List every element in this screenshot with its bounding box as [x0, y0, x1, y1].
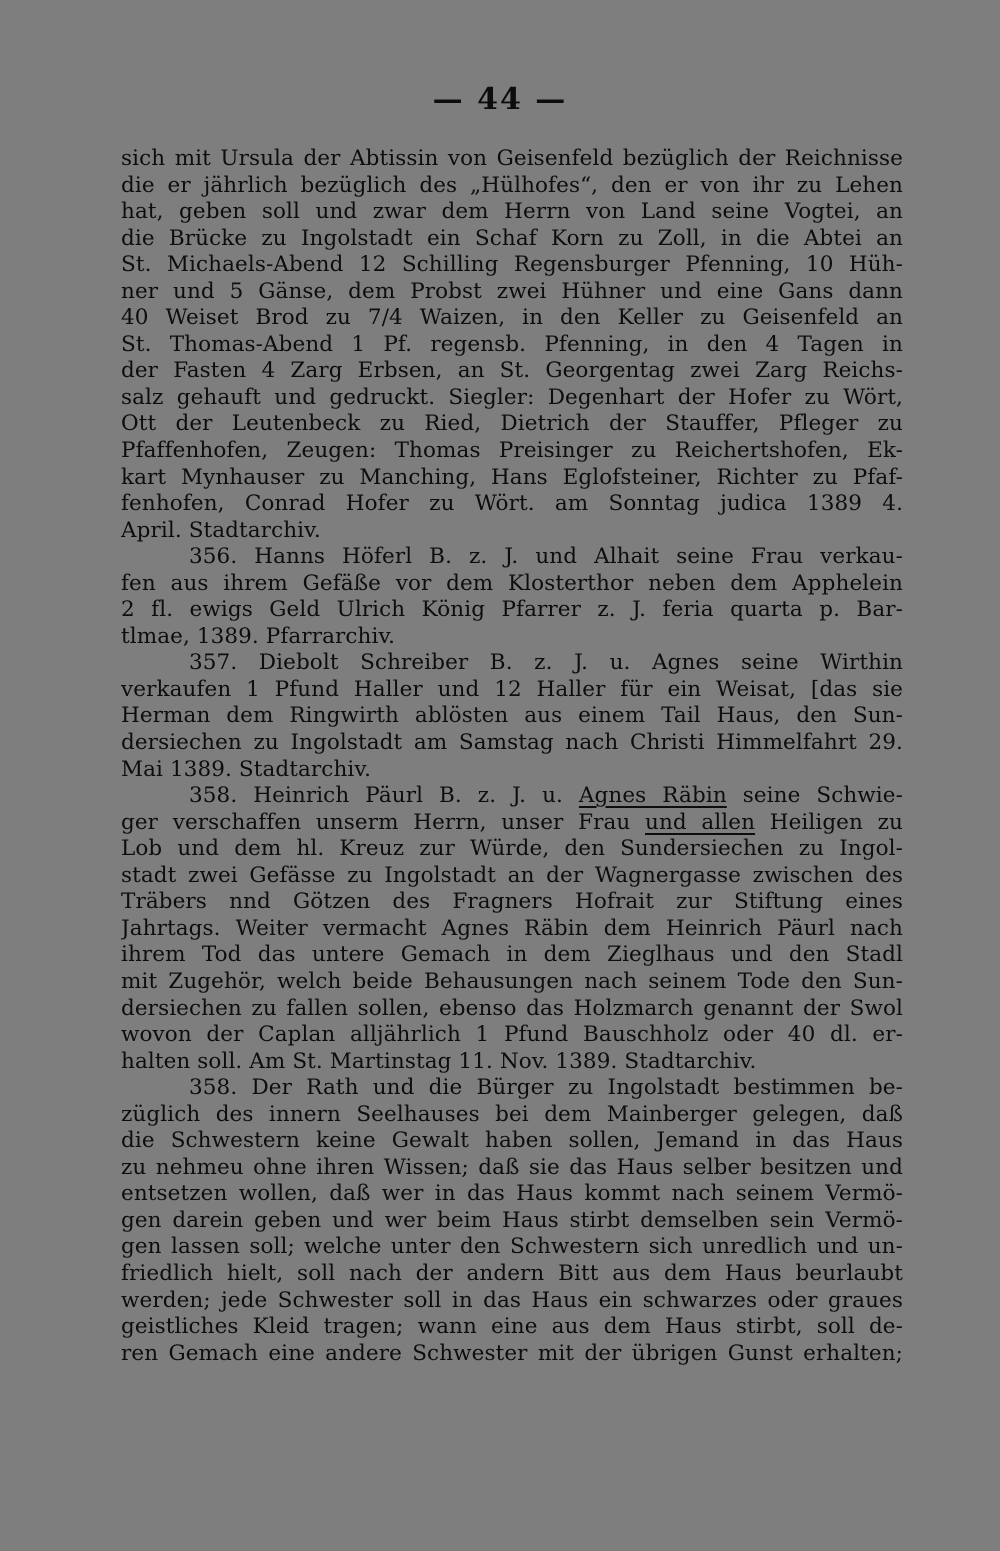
text-line: dersiechen zu Ingolstadt am Samstag nach Christi Himmelfahrt 29. — [121, 730, 903, 756]
text-line — [121, 783, 903, 810]
text-line: fen aus ihrem Gefäße vor dem Klosterthor neben dem Apphelein — [121, 570, 903, 596]
text-line: Jahrtags. Weiter vermacht Agnes Räbin dem Heinrich Päurl nach — [121, 915, 903, 941]
text-line: werden; jede Schwester soll in das Haus ein schwarzes oder graues — [121, 1287, 903, 1313]
text-line: 356. Hanns Höferl B. z. J. und Alhait seine Frau verkau- — [189, 544, 903, 570]
text-span: 358. Heinrich Päurl B. z. J. u. — [189, 783, 579, 809]
text-line: Ott der Leutenbeck zu Ried, Dietrich der Stauffer, Pfleger zu — [121, 411, 903, 437]
text-line: gen lassen soll; welche unter den Schwestern sich unredlich und un- — [121, 1234, 903, 1260]
page-number: — 44 — — [432, 82, 568, 117]
body-text — [121, 146, 903, 1367]
text-line: ren Gemach eine andere Schwester mit der übrigen Gunst erhalten; — [121, 1340, 903, 1366]
text-line: zu nehmeu ohne ihren Wissen; daß sie das Haus selber besitzen und — [121, 1154, 903, 1180]
text-line: die er jährlich bezüglich des „Hülhofes“, den er von ihr zu Lehen — [121, 172, 903, 198]
text-line: halten soll. Am St. Martinstag 11. Nov. 1389. Stadtarchiv. — [121, 1048, 757, 1074]
text-line: die Schwestern keine Gewalt haben sollen, Jemand in das Haus — [121, 1128, 903, 1154]
text-line: dersiechen zu fallen sollen, ebenso das Holzmarch genannt der Swol — [121, 995, 903, 1021]
entry-357 — [121, 650, 903, 783]
text-line: stadt zwei Gefässe zu Ingolstadt an der Wagnergasse zwischen des — [121, 862, 903, 888]
text-line: entsetzen wollen, daß wer in das Haus kommt nach seinem Vermö- — [121, 1181, 903, 1207]
text-line: hat, geben soll und zwar dem Herrn von Land seine Vogtei, an — [121, 199, 903, 225]
entry-358-a — [121, 783, 903, 1075]
text-line: salz gehauft und gedruckt. Siegler: Degenhart der Hofer zu Wört, — [121, 384, 903, 410]
text-line: ner und 5 Gänse, dem Probst zwei Hühner und eine Gans dann — [121, 278, 903, 304]
text-line: 40 Weiset Brod zu 7/4 Waizen, in den Keller zu Geisenfeld an — [121, 305, 903, 331]
text-line: verkaufen 1 Pfund Haller und 12 Haller für ein Weisat, [das sie — [121, 676, 903, 702]
text-line: 358. Der Rath und die Bürger zu Ingolstadt bestimmen be- — [189, 1075, 903, 1101]
text-line: geistliches Kleid tragen; wann eine aus dem Haus stirbt, soll de- — [121, 1314, 903, 1340]
text-line: friedlich hielt, soll nach der andern Bitt aus dem Haus beurlaubt — [121, 1260, 903, 1286]
text-line: Lob und dem hl. Kreuz zur Würde, den Sundersiechen zu Ingol- — [121, 836, 903, 862]
text-span: ger verschaffen unserm Herrn, unser Frau — [121, 809, 645, 835]
text-line: Herman dem Ringwirth ablösten aus einem Tail Haus, den Sun- — [121, 703, 903, 729]
text-line: züglich des innern Seelhauses bei dem Mainberger gelegen, daß — [121, 1101, 903, 1127]
underlined-name: Agnes Räbin — [578, 783, 727, 809]
text-line: Träbers nnd Götzen des Fragners Hofrait zur Stiftung eines — [121, 889, 903, 915]
entry-358-b — [121, 1075, 903, 1367]
text-line: 2 fl. ewigs Geld Ulrich König Pfarrer z. J. feria quarta p. Bar- — [121, 597, 903, 623]
text-line: die Brücke zu Ingolstadt ein Schaf Korn zu Zoll, in die Abtei an — [121, 225, 903, 251]
text-line: fenhofen, Conrad Hofer zu Wört. am Sonntag judica 1389 4. — [121, 491, 903, 517]
paragraph-continuation — [121, 146, 903, 544]
underlined-phrase: und allen — [645, 809, 756, 835]
text-span: Heiligen zu — [755, 809, 903, 835]
entry-356 — [121, 544, 903, 650]
text-line — [121, 810, 903, 837]
text-span: seine Schwie- — [726, 783, 903, 809]
text-line: der Fasten 4 Zarg Erbsen, an St. Georgentag zwei Zarg Reichs- — [121, 358, 903, 384]
text-line: Mai 1389. Stadtarchiv. — [121, 756, 372, 782]
text-line: wovon der Caplan alljährlich 1 Pfund Bauschholz oder 40 dl. er- — [121, 1022, 903, 1048]
text-line: April. Stadtarchiv. — [121, 517, 321, 543]
text-line: gen darein geben und wer beim Haus stirbt demselben sein Vermö- — [121, 1207, 903, 1233]
text-line: Pfaffenhofen, Zeugen: Thomas Preisinger zu Reichertshofen, Ek- — [121, 438, 903, 464]
text-line: sich mit Ursula der Abtissin von Geisenfeld bezüglich der Reichnisse — [121, 146, 903, 171]
text-line: St. Thomas-Abend 1 Pf. regensb. Pfenning, in den 4 Tagen in — [121, 331, 903, 357]
text-line: kart Mynhauser zu Manching, Hans Eglofsteiner, Richter zu Pfaf- — [121, 464, 903, 490]
text-line: mit Zugehör, welch beide Behausungen nach seinem Tode den Sun- — [121, 968, 903, 994]
text-line: ihrem Tod das untere Gemach in dem Zieglhaus und den Stadl — [121, 942, 903, 968]
text-line: 357. Diebolt Schreiber B. z. J. u. Agnes seine Wirthin — [189, 650, 903, 676]
text-line: tlmae, 1389. Pfarrarchiv. — [121, 623, 396, 649]
text-line: St. Michaels-Abend 12 Schilling Regensburger Pfenning, 10 Hüh- — [121, 252, 903, 278]
